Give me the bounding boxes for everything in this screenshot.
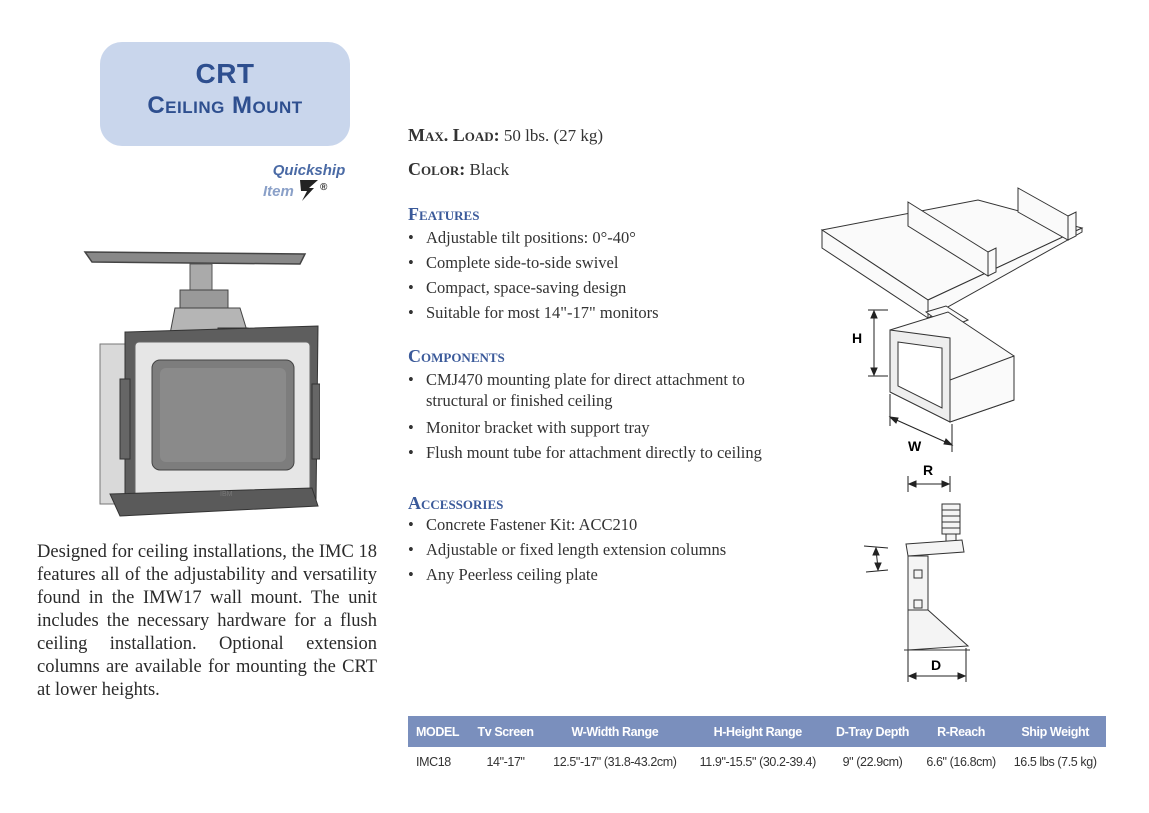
lightning-icon [298, 178, 320, 202]
list-item: • Any Peerless ceiling plate [408, 562, 773, 587]
table-cell: 16.5 lbs (7.5 kg) [1013, 755, 1097, 769]
table-cell: 11.9"-15.5" (30.2-39.4) [699, 755, 816, 769]
quickship-word: Quickship [272, 162, 346, 179]
accessories-list [408, 512, 773, 587]
title-badge [100, 42, 350, 146]
list-item: • Monitor bracket with support tray [408, 415, 773, 440]
table-cell: 14"-17" [486, 755, 525, 769]
spec-table [408, 716, 1106, 777]
svg-text:IBM: IBM [220, 491, 233, 498]
column-header: D-Tray Depth [827, 716, 918, 747]
list-item: • Suitable for most 14"-17" monitors [408, 300, 748, 325]
column-header: Tv Screen [470, 716, 542, 747]
list-item: • Compact, space-saving design [408, 275, 748, 300]
table-cell: IMC18 [416, 755, 451, 769]
product-description: Designed for ceiling installations, the IMC 18 features all of the adjustability and versatility found in the IMW17 wall mount. The unit includes the necessary hardware for a flush ceiling installation. Optional extension columns are available for mounting the CRT at lower heights. [37, 542, 377, 700]
side-view-diagram [858, 460, 978, 685]
product-photo [80, 244, 320, 520]
max-load-line [408, 125, 603, 146]
features-list [408, 225, 748, 325]
table-cell: 12.5"-17" (31.8-43.2cm) [553, 755, 677, 769]
column-header: R-Reach [918, 716, 1005, 747]
list-item: • Adjustable or fixed length extension columns [408, 537, 773, 562]
registered-mark: ® [320, 182, 328, 193]
column-header: Ship Weight [1004, 716, 1106, 747]
column-header: H-Height Range [688, 716, 827, 747]
table-cell: 6.6" (16.8cm) [926, 755, 996, 769]
list-item: • Adjustable tilt positions: 0°-40° [408, 225, 748, 250]
table-row [408, 747, 1106, 777]
list-item: • Flush mount tube for attachment directly to ceiling [408, 442, 773, 463]
dim-label-r: R [923, 462, 934, 478]
max-load-value: 50 lbs. (27 kg) [503, 126, 604, 145]
title-line2: Ceiling Mount [147, 92, 303, 119]
list-item: • Complete side-to-side swivel [408, 250, 748, 275]
color-value: Black [469, 160, 510, 179]
title-line1: CRT [195, 58, 255, 89]
quickship-logo [259, 162, 359, 202]
max-load-label: Max. Load: [408, 125, 500, 145]
list-item: • CMJ470 mounting plate for direct attachment to structural or finished ceiling [408, 369, 773, 411]
dim-label-d: D [931, 657, 942, 673]
list-item: • Concrete Fastener Kit: ACC210 [408, 512, 773, 537]
accessories-heading: Accessories [408, 493, 504, 513]
components-list [408, 367, 773, 467]
isometric-diagram [818, 180, 1090, 460]
components-heading: Components [408, 346, 505, 366]
column-header: W-Width Range [541, 716, 688, 747]
dim-label-h: H [852, 330, 863, 346]
dim-label-w: W [908, 438, 922, 454]
color-line [408, 159, 509, 180]
color-label: Color: [408, 159, 466, 179]
quickship-item: Item [263, 183, 294, 200]
table-header-row [408, 716, 1106, 747]
table-cell: 9" (22.9cm) [842, 755, 903, 769]
column-header: MODEL [408, 716, 470, 747]
features-heading: Features [408, 204, 480, 224]
